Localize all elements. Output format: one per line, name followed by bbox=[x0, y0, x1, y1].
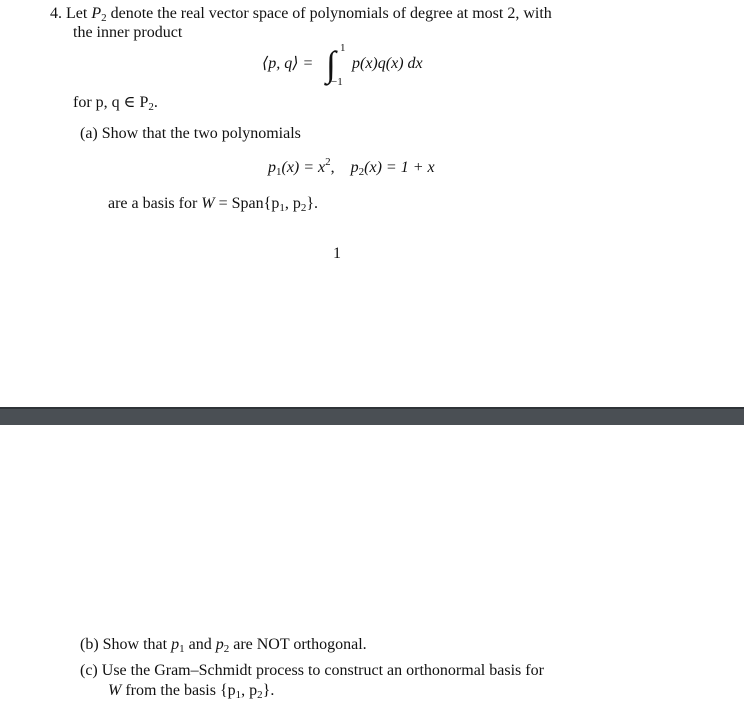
inner-product-lhs: ⟨p, q⟩ = bbox=[262, 55, 314, 72]
part-a-label: (a) bbox=[80, 125, 98, 142]
part-a-intro: (a) Show that the two polynomials bbox=[80, 125, 301, 142]
part-b-label: (b) bbox=[80, 636, 99, 653]
part-b: (b) Show that $p_1$ and $p_2$ are NOT orthogonal. bbox=[80, 636, 367, 655]
part-c-line2: W from the basis {$p_1$, $p_2$}. bbox=[108, 682, 275, 701]
page-number: 1 bbox=[333, 245, 341, 262]
for-clause: for p, q ∈ $P_2$. bbox=[73, 94, 158, 113]
integrand: p(x)q(x) dx bbox=[352, 55, 423, 72]
problem-statement-line2: the inner product bbox=[73, 24, 183, 41]
part-c-line1: (c) Use the Gram–Schmidt process to construct an orthonormal basis for bbox=[80, 662, 544, 679]
integral-upper-limit: 1 bbox=[340, 42, 346, 54]
problem-statement-line1: 4. Let $P_2$ denote the real vector space of polynomials of degree at most 2, with bbox=[50, 5, 552, 24]
part-c-label: (c) bbox=[80, 662, 98, 679]
problem-number: 4. bbox=[50, 5, 62, 22]
polynomial-definitions: $p_1(x) = x^2$, $p_2(x) = 1 + x$ bbox=[268, 156, 435, 178]
integral-lower-limit: −1 bbox=[331, 76, 343, 88]
basis-statement: are a basis for $W = Span\{p_1$, $p_2$}. bbox=[108, 195, 319, 214]
document-page-2 bbox=[0, 425, 744, 712]
page-break-divider bbox=[0, 407, 744, 427]
integral-sign: ∫ bbox=[326, 44, 336, 84]
